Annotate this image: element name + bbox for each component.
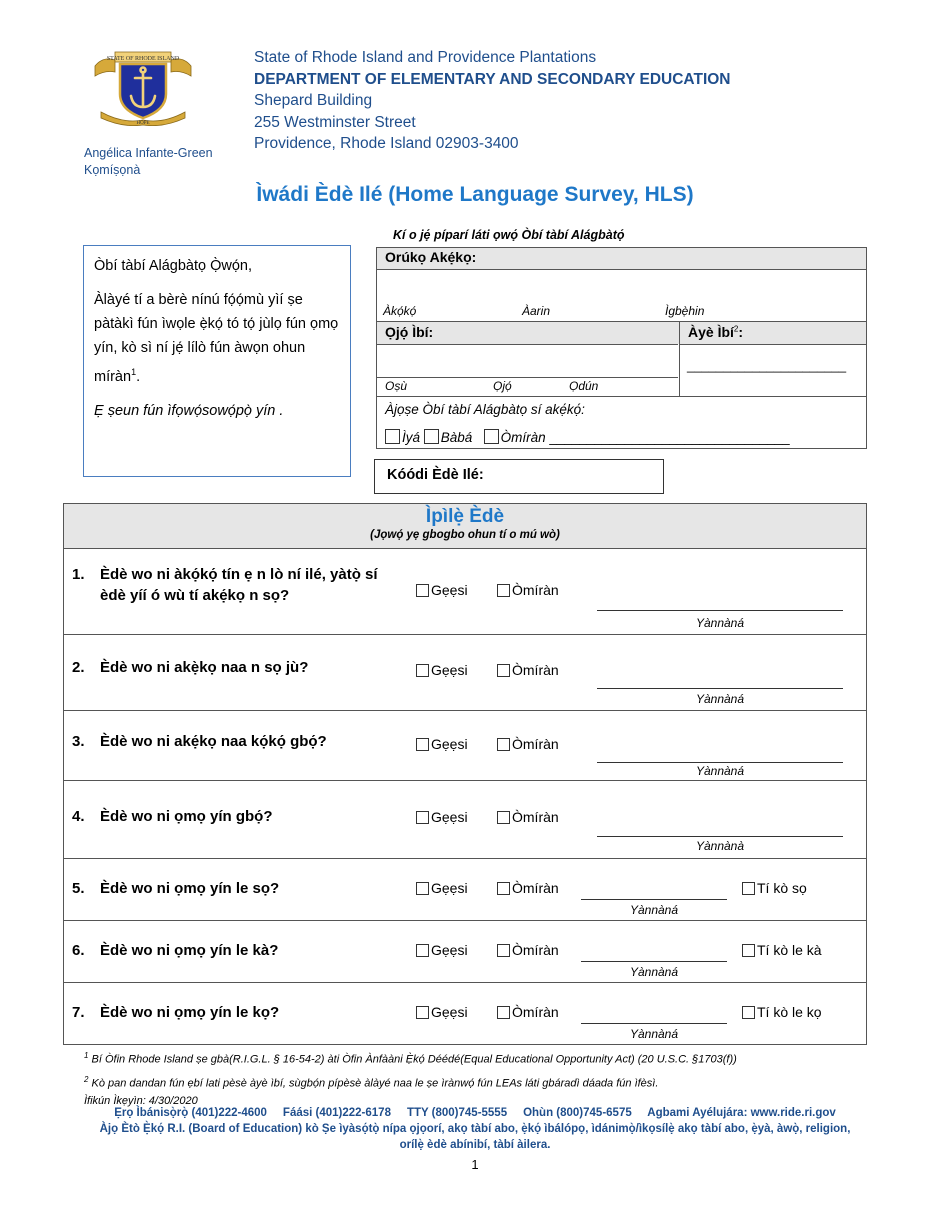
ri-state-seal xyxy=(93,44,193,126)
other-option: Òmíràn xyxy=(497,736,559,752)
other-relation-checkbox[interactable] xyxy=(484,429,499,444)
english-checkbox[interactable] xyxy=(416,944,429,957)
commissioner-name: Angélica Infante-Green xyxy=(84,146,213,160)
english-checkbox[interactable] xyxy=(416,882,429,895)
language-background-table xyxy=(63,503,867,1045)
address-street: 255 Westminster Street xyxy=(254,113,416,131)
letter-body: Àlàyé tí a bèrè nínú fọ́ọ́mù yìí ṣe pàtàkì fún ìwọle ẹ̀kọ́ tó tọ́ jùlọ fún ọmọ yín, kò sì ní jẹ́ lílò fún àwọn ohun míràn$^1$. xyxy=(94,292,339,385)
other-checkbox[interactable] xyxy=(497,882,510,895)
cannot-checkbox[interactable] xyxy=(742,882,755,895)
other-checkbox[interactable] xyxy=(497,1006,510,1019)
english-option: Gẹẹsi xyxy=(416,880,468,896)
other-checkbox[interactable] xyxy=(497,738,510,751)
question-row-6 xyxy=(64,920,866,983)
other-option: Òmíràn xyxy=(497,662,559,678)
question-row-4 xyxy=(64,780,866,859)
commissioner-title: Kọmíṣọnà xyxy=(84,163,141,177)
cannot-option: Tí kò sọ xyxy=(742,880,807,896)
table-title: Ìpìlẹ̀ Èdè xyxy=(425,506,505,527)
question-row-2 xyxy=(64,634,866,711)
english-checkbox[interactable] xyxy=(416,1006,429,1019)
other-option: Òmíràn xyxy=(497,942,559,958)
commissioner-block xyxy=(84,145,213,179)
student-name-label: Orúkọ Akẹ́kọ: xyxy=(377,248,866,269)
question-number: 4. xyxy=(72,808,85,825)
specify-label: Yànnàná xyxy=(695,616,745,630)
specify-label: Yànnàná xyxy=(695,692,745,706)
english-checkbox[interactable] xyxy=(416,738,429,751)
specify-label: Yànnàná xyxy=(695,764,745,778)
address-state: State of Rhode Island and Providence Plantations xyxy=(254,49,597,66)
father-checkbox[interactable] xyxy=(424,429,439,444)
footnote-2: $^2$ Kò pan dandan fún ẹbí lati pèsè àyè ìbí, sùgbọ́n pípèsè àlàyé naa le ṣe ìrànwọ́ fún LEAs láti gbáradì dáada fún ìfèsì. xyxy=(84,1074,659,1090)
letter-thanks: Ẹ ṣeun fún ìfọwọ́sowọ́pọ̀ yín . xyxy=(94,402,284,419)
specify-input[interactable] xyxy=(581,961,727,962)
question-text: Èdè wo ni ọmọ yín le kọ? xyxy=(100,1004,280,1021)
first-name-label: Àkọ́kọ́ xyxy=(383,304,417,318)
page-number: 1 xyxy=(471,1157,479,1172)
specify-input[interactable] xyxy=(597,610,843,611)
question-row-3 xyxy=(64,710,866,781)
month-label: Oṣù xyxy=(385,379,408,393)
cannot-checkbox[interactable] xyxy=(742,944,755,957)
other-option: Òmíràn xyxy=(497,809,559,825)
question-row-1 xyxy=(64,548,866,635)
non-discrimination-line2: orílẹ̀ èdè abínibí, tàbí àilera. xyxy=(399,1139,551,1151)
address-city: Providence, Rhode Island 02903-3400 xyxy=(254,135,519,152)
other-option: Òmíràn xyxy=(497,582,559,598)
last-name-label: Ìgbẹ̀hin xyxy=(665,304,705,318)
other-checkbox[interactable] xyxy=(497,584,510,597)
english-option: Gẹẹsi xyxy=(416,942,468,958)
question-text: Èdè wo ni akẹ̀kọ naa n sọ jù? xyxy=(100,659,309,676)
middle-name-label: Àarin xyxy=(522,304,551,318)
question-text: Èdè wo ni ọmọ yín le kà? xyxy=(100,942,279,959)
english-checkbox[interactable] xyxy=(416,664,429,677)
english-checkbox[interactable] xyxy=(416,584,429,597)
question-row-5 xyxy=(64,858,866,921)
cannot-option: Tí kò le kọ xyxy=(742,1004,822,1020)
specify-input[interactable] xyxy=(581,899,727,900)
specify-label: Yànnàná xyxy=(629,903,679,917)
father-option-label: Bàbá xyxy=(440,430,473,445)
relationship-options xyxy=(385,429,790,445)
question-text: Èdè wo ni ọmọ yín le sọ? xyxy=(100,880,280,897)
english-option: Gẹẹsi xyxy=(416,736,468,752)
english-option: Gẹẹsi xyxy=(416,809,468,825)
letter-footnote-ref: 1 xyxy=(131,367,137,377)
english-option: Gẹẹsi xyxy=(416,582,468,598)
footnotes xyxy=(84,1046,737,1110)
specify-input[interactable] xyxy=(597,688,843,689)
form-caption: Kí o jẹ́ píparí láti ọwọ́ Òbí tàbí Alágbàtọ́ xyxy=(393,228,625,242)
year-label: Ọdún xyxy=(569,379,599,393)
question-text: Èdè wo ni ọmọ yín gbọ́? xyxy=(100,808,273,825)
specify-label: Yànnànà xyxy=(695,839,745,853)
specify-input[interactable] xyxy=(581,1023,727,1024)
mother-option-label: Ìyá xyxy=(402,430,421,445)
specify-input[interactable] xyxy=(597,836,843,837)
seal-motto: HOPE xyxy=(136,121,150,126)
dob-label: Ọjọ́ Ìbí: xyxy=(377,322,679,344)
english-option: Gẹẹsi xyxy=(416,662,468,678)
birthplace-input[interactable]: ______________________ xyxy=(687,358,847,373)
seal-state-text: STATE OF RHODE ISLAND xyxy=(106,56,180,62)
question-number: 7. xyxy=(72,1004,85,1021)
revision-date: Ìfikún Ìkẹyìn: 4/30/2020 xyxy=(84,1095,198,1108)
address-building: Shepard Building xyxy=(254,92,373,109)
other-relation-input[interactable]: ________________________________ xyxy=(549,430,790,445)
question-number: 6. xyxy=(72,942,85,959)
question-text: Èdè wo ni akẹ́kọ naa kọ́kọ́ gbọ́? xyxy=(100,733,327,750)
relationship-label: Àjọṣe Òbí tàbí Alágbàtọ sí akẹ́kọ́: xyxy=(385,402,585,417)
day-label: Ọjọ́ xyxy=(493,379,512,393)
cannot-checkbox[interactable] xyxy=(742,1006,755,1019)
other-relation-label: Òmíràn xyxy=(500,430,546,445)
student-name-input[interactable] xyxy=(377,270,866,300)
footnote-1: $^1$ Bí Òfin Rhode Island ṣe gbà(R.I.G.L. § 16-54-2) àti Òfin Ànfààni Ẹ̀kọ́ Déédé(Equal Educational Opportunity Act) (20 U.S.C. §1703(f)) xyxy=(84,1051,737,1066)
department-name: DEPARTMENT OF ELEMENTARY AND SECONDARY EDUCATION xyxy=(254,70,731,88)
question-text: Èdè wo ni àkọ́kọ́ tín ẹ n lò ní ilé, yàtọ̀ sí èdè yíí ó wù tí akẹ́kọ n sọ? xyxy=(100,566,378,604)
home-language-code-label: Kóódi Èdè Ilé: xyxy=(387,467,484,483)
specify-input[interactable] xyxy=(597,762,843,763)
table-header xyxy=(64,504,866,549)
other-checkbox[interactable] xyxy=(497,664,510,677)
dob-input[interactable] xyxy=(377,345,679,375)
letter-salutation: Òbí tàbí Alágbàtọ Ọ̀wọ́n, xyxy=(94,258,252,274)
english-checkbox[interactable] xyxy=(416,811,429,824)
other-checkbox[interactable] xyxy=(497,811,510,824)
student-info-form xyxy=(376,247,867,449)
contact-footer xyxy=(0,1105,950,1153)
question-number: 2. xyxy=(72,659,85,676)
contact-numbers: Ẹrọ Ìbánisọ̀rọ̀ (401)222-4600 Fáási (401)222-6178 TTY (800)745-5555 Ohùn (800)745-6575 Agbami Ayélujára: www.ride.ri.gov xyxy=(114,1107,836,1119)
page-title: Ìwádi Èdè Ilé (Home Language Survey, HLS) xyxy=(256,183,694,206)
question-number: 1. xyxy=(72,566,85,583)
other-option: Òmíràn xyxy=(497,880,559,896)
table-subtitle: (Jọwọ́ yẹ gbogbo ohun tí o mú wò) xyxy=(370,529,560,541)
question-number: 3. xyxy=(72,733,85,750)
other-option: Òmíràn xyxy=(497,1004,559,1020)
department-address xyxy=(254,47,731,155)
other-checkbox[interactable] xyxy=(497,944,510,957)
question-row-7 xyxy=(64,982,866,1044)
home-language-code-field[interactable] xyxy=(374,459,664,494)
question-number: 5. xyxy=(72,880,85,897)
english-option: Gẹẹsi xyxy=(416,1004,468,1020)
non-discrimination-line1: Àjọ Ètò Ẹ̀kọ́ R.I. (Board of Education) kò Ṣe ìyàsọ́tọ̀ nípa ọjọorí, akọ tàbí abo, ẹ̀kọ́ ìbálópọ, ìdánimọ̀/ìkọsílẹ̀ akọ tàbí abo, ẹ̀yà, àwọ̀, religion, xyxy=(99,1123,851,1135)
cannot-option: Tí kò le kà xyxy=(742,942,822,958)
specify-label: Yànnàná xyxy=(629,965,679,979)
parent-letter-box xyxy=(83,245,351,477)
specify-label: Yànnàná xyxy=(629,1027,679,1041)
birthplace-label: Àyè Ìbí$^2$: xyxy=(680,322,866,344)
mother-checkbox[interactable] xyxy=(385,429,400,444)
